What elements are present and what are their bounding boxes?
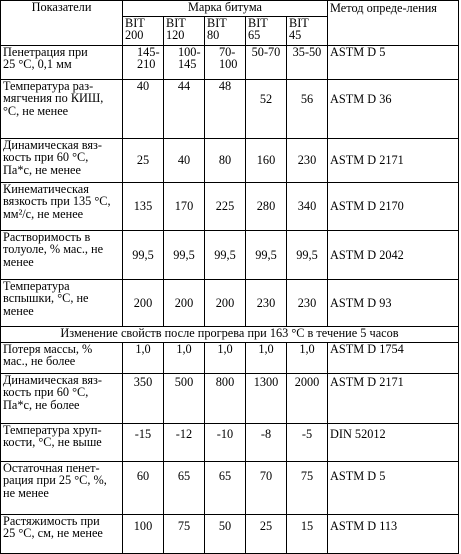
cell-value: 75 [287,462,328,515]
cell-value: 65 [205,462,246,515]
cell-value: 100-145 [164,46,205,80]
row-label: Остаточная пенет- рация при 25 °С, %, не менее [1,462,123,515]
table-row [1,231,459,280]
row-label: Температура вспышки, °С, не менее [1,280,123,327]
section-title: Изменение свойств после прогрева при 163 °С в течение 5 часов [1,327,459,343]
cell-method: ASTM D 1754 [328,343,459,374]
cell-value: -8 [246,424,287,462]
header-brand: Марка битума [123,1,328,17]
cell-method: ASTM D 36 [328,80,459,139]
cell-value: 70 [246,462,287,515]
cell-method: ASTM D 113 [328,515,459,554]
cell-method: ASTM D 2042 [328,231,459,280]
cell-value: 48 [205,80,246,139]
cell-value: 52 [246,80,287,139]
header-grade: BIT 80 [205,17,246,46]
cell-value: -12 [164,424,205,462]
header-grade: BIT 200 [123,17,164,46]
row-label: Температура раз- мягчения по КИШ, °С, не менее [1,80,123,139]
cell-value: 1,0 [287,343,328,374]
cell-value: -15 [123,424,164,462]
row-label: Динамическая вяз- кость при 60 °С, Па*с, не менее [1,139,123,183]
cell-value: 350 [123,374,164,424]
cell-value: 135 [123,183,164,231]
cell-value: 25 [246,515,287,554]
cell-value: 99,5 [164,231,205,280]
cell-value: 99,5 [205,231,246,280]
row-label: Растворимость в толуоле, % мас., не менее [1,231,123,280]
cell-method: ASTM D 2171 [328,139,459,183]
cell-value: 230 [246,280,287,327]
cell-value: 15 [287,515,328,554]
cell-value: 80 [205,139,246,183]
cell-value: 145-210 [123,46,164,80]
cell-method: DIN 52012 [328,424,459,462]
cell-value: 1,0 [123,343,164,374]
cell-value: 40 [164,139,205,183]
cell-value: 200 [205,280,246,327]
cell-value: 230 [287,139,328,183]
cell-value: 70-100 [205,46,246,80]
cell-value: 99,5 [287,231,328,280]
table-row [1,139,459,183]
row-label: Растяжимость при 25 °С, см, не менее [1,515,123,554]
row-label: Динамическая вяз- кость при 60 °С, Па*с, не более [1,374,123,424]
cell-value: 50-70 [246,46,287,80]
table-row [1,343,459,374]
cell-value: 230 [287,280,328,327]
header-indicator: Показатели [1,1,123,46]
cell-value: 200 [123,280,164,327]
cell-value: 225 [205,183,246,231]
cell-method: ASTM D 5 [328,462,459,515]
cell-value: 280 [246,183,287,231]
header-grade: BIT 120 [164,17,205,46]
cell-value: 1,0 [246,343,287,374]
cell-value: 99,5 [246,231,287,280]
cell-method: ASTM D 93 [328,280,459,327]
cell-value: 44 [164,80,205,139]
section-row [1,327,459,343]
cell-value: 2000 [287,374,328,424]
table-row [1,183,459,231]
cell-value: 170 [164,183,205,231]
row-label: Температура хруп- кости, °С, не выше [1,424,123,462]
cell-value: 75 [164,515,205,554]
cell-method: ASTM D 2171 [328,374,459,424]
cell-value: 99,5 [123,231,164,280]
header-grade: BIT 45 [287,17,328,46]
cell-value: -5 [287,424,328,462]
cell-value: 500 [164,374,205,424]
table-row [1,80,459,139]
table-row [1,374,459,424]
cell-value: 100 [123,515,164,554]
table-row [1,515,459,554]
header-method: Метод опреде-ления [328,1,459,46]
cell-value: 800 [205,374,246,424]
cell-value: 56 [287,80,328,139]
cell-value: 1,0 [164,343,205,374]
header-grade: BIT 65 [246,17,287,46]
row-label: Потеря массы, % мас., не более [1,343,123,374]
cell-value: 65 [164,462,205,515]
cell-value: 340 [287,183,328,231]
cell-method: ASTM D 5 [328,46,459,80]
cell-value: 50 [205,515,246,554]
table-row [1,280,459,327]
cell-value: 60 [123,462,164,515]
cell-value: 200 [164,280,205,327]
table-row [1,424,459,462]
cell-method: ASTM D 2170 [328,183,459,231]
table-row [1,46,459,80]
cell-value: 1300 [246,374,287,424]
cell-value: 160 [246,139,287,183]
cell-value: -10 [205,424,246,462]
table-row [1,462,459,515]
cell-value: 25 [123,139,164,183]
row-label: Кинематическая вязкость при 135 °С, мм²/с, не менее [1,183,123,231]
cell-value: 35-50 [287,46,328,80]
cell-value: 1,0 [205,343,246,374]
row-label: Пенетрация при 25 °С, 0,1 мм [1,46,123,80]
cell-value: 40 [123,80,164,139]
